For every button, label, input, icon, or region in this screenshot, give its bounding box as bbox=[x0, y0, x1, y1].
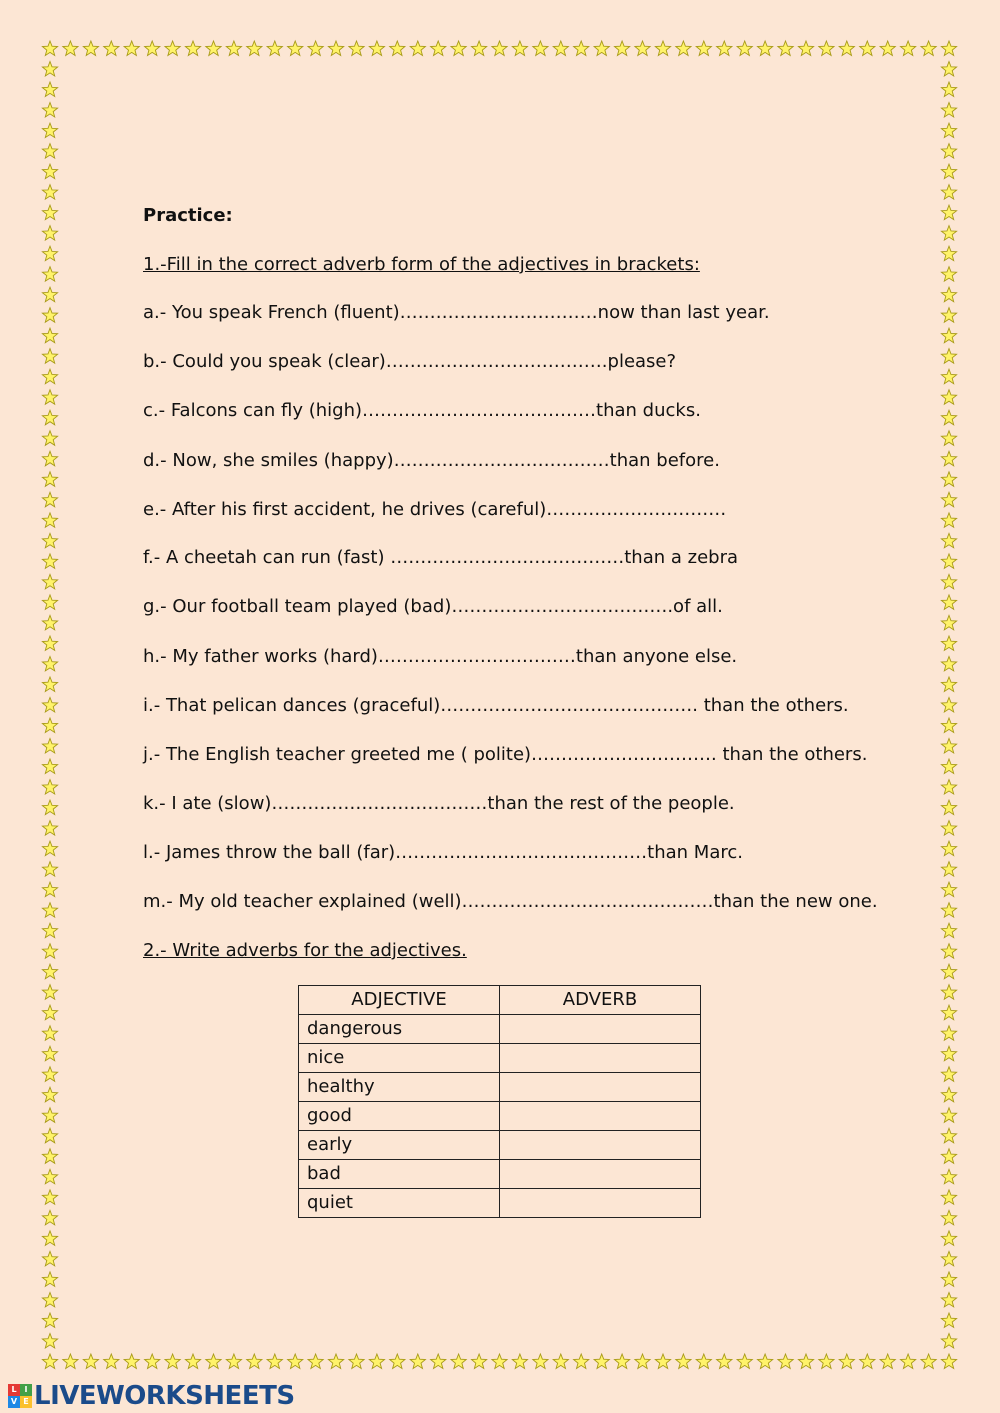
star-icon bbox=[778, 1354, 793, 1369]
star-icon bbox=[941, 1169, 956, 1183]
star-icon bbox=[63, 1354, 78, 1369]
star-icon bbox=[83, 1354, 98, 1369]
star-icon bbox=[860, 1354, 875, 1369]
adverb-answer-cell[interactable] bbox=[500, 1189, 701, 1218]
exercise-item[interactable]: g.- Our football team played (bad)……………………………….of all. bbox=[143, 596, 723, 617]
adverb-answer-cell[interactable] bbox=[500, 1044, 701, 1073]
star-icon bbox=[941, 349, 956, 364]
adjective-cell: early bbox=[299, 1131, 500, 1160]
star-icon bbox=[533, 41, 548, 56]
star-icon bbox=[941, 903, 956, 917]
star-icon bbox=[410, 1354, 425, 1369]
column-header-adverb: ADVERB bbox=[500, 986, 701, 1015]
star-icon bbox=[328, 41, 343, 56]
exercise2-instruction: 2.- Write adverbs for the adjectives. bbox=[143, 940, 467, 961]
star-icon bbox=[185, 1354, 200, 1369]
star-icon bbox=[42, 1293, 57, 1307]
star-icon bbox=[42, 431, 57, 446]
star-icon bbox=[758, 41, 773, 56]
exercise-item[interactable]: d.- Now, she smiles (happy)………………………………than before. bbox=[143, 450, 720, 471]
star-icon bbox=[941, 1190, 956, 1204]
star-icon bbox=[42, 390, 57, 404]
table-row bbox=[299, 1102, 701, 1131]
star-icon bbox=[42, 328, 57, 343]
star-icon bbox=[288, 41, 303, 56]
star-icon bbox=[941, 1149, 956, 1164]
star-icon bbox=[42, 821, 57, 836]
star-icon bbox=[42, 1231, 57, 1246]
star-icon bbox=[880, 1354, 895, 1369]
star-icon bbox=[472, 41, 487, 56]
star-icon bbox=[492, 41, 507, 56]
star-icon bbox=[165, 41, 180, 56]
star-icon bbox=[42, 698, 57, 713]
star-icon bbox=[124, 1354, 139, 1369]
star-icon bbox=[941, 718, 956, 733]
star-icon bbox=[42, 923, 57, 937]
adverb-answer-cell[interactable] bbox=[500, 1015, 701, 1044]
star-icon bbox=[901, 1354, 916, 1369]
star-icon bbox=[42, 410, 57, 425]
star-icon bbox=[42, 472, 57, 487]
star-icon bbox=[42, 41, 57, 56]
star-icon bbox=[941, 739, 956, 754]
star-icon bbox=[860, 41, 875, 56]
adverb-answer-cell[interactable] bbox=[500, 1102, 701, 1131]
brand-name: LIVEWORKSHEETS bbox=[34, 1381, 295, 1411]
exercise-item[interactable]: f.- A cheetah can run (fast) …………………………………than a zebra bbox=[143, 547, 738, 568]
star-icon bbox=[42, 144, 57, 159]
star-icon bbox=[42, 103, 57, 118]
star-icon bbox=[941, 205, 956, 220]
star-icon bbox=[676, 1354, 691, 1369]
star-icon bbox=[492, 1354, 507, 1369]
star-icon bbox=[941, 1251, 956, 1266]
star-icon bbox=[941, 185, 956, 200]
star-icon bbox=[941, 410, 956, 425]
star-icon bbox=[42, 1128, 57, 1143]
star-icon bbox=[42, 123, 57, 137]
star-icon bbox=[42, 862, 57, 877]
adjective-cell: good bbox=[299, 1102, 500, 1131]
star-icon bbox=[717, 1354, 732, 1369]
star-icon bbox=[512, 1354, 527, 1369]
star-icon bbox=[42, 1046, 57, 1060]
star-icon bbox=[901, 41, 916, 56]
star-icon bbox=[941, 554, 956, 569]
star-icon bbox=[42, 1169, 57, 1183]
star-icon bbox=[42, 1272, 57, 1287]
star-icon bbox=[635, 41, 650, 56]
star-icon bbox=[941, 657, 956, 671]
star-icon bbox=[42, 944, 57, 959]
column-header-adjective: ADJECTIVE bbox=[299, 986, 500, 1015]
star-icon bbox=[941, 964, 956, 979]
star-icon bbox=[206, 41, 221, 56]
liveworksheets-icon: L I V E bbox=[8, 1384, 32, 1408]
star-icon bbox=[42, 267, 57, 281]
star-icon bbox=[941, 1005, 956, 1020]
star-icon bbox=[226, 1354, 241, 1369]
star-icon bbox=[42, 903, 57, 917]
star-icon bbox=[533, 1354, 548, 1369]
star-icon bbox=[941, 226, 956, 241]
star-icon bbox=[941, 144, 956, 159]
exercise-item[interactable]: m.- My old teacher explained (well)……………………………………than the new one. bbox=[143, 891, 878, 912]
star-icon bbox=[42, 574, 57, 589]
star-icon bbox=[145, 1354, 160, 1369]
star-icon bbox=[42, 595, 57, 610]
star-icon bbox=[758, 1354, 773, 1369]
adverb-answer-cell[interactable] bbox=[500, 1073, 701, 1102]
star-icon bbox=[941, 780, 956, 794]
star-icon bbox=[288, 1354, 303, 1369]
star-icon bbox=[594, 41, 609, 56]
star-icon bbox=[63, 41, 78, 56]
exercise-item[interactable]: i.- That pelican dances (graceful)……………………………………. than the others. bbox=[143, 695, 849, 716]
star-icon bbox=[42, 1005, 57, 1020]
star-icon bbox=[247, 41, 262, 56]
star-icon bbox=[941, 451, 956, 466]
star-icon bbox=[42, 1210, 57, 1225]
star-icon bbox=[42, 882, 57, 897]
star-icon bbox=[83, 41, 98, 56]
star-icon bbox=[512, 41, 527, 56]
star-icon bbox=[615, 1354, 630, 1369]
table-row bbox=[299, 1015, 701, 1044]
star-icon bbox=[410, 41, 425, 56]
star-icon bbox=[308, 1354, 323, 1369]
star-icon bbox=[42, 1108, 57, 1123]
star-icon bbox=[42, 369, 57, 383]
adverb-answer-cell[interactable] bbox=[500, 1160, 701, 1189]
star-icon bbox=[42, 1026, 57, 1040]
star-icon bbox=[676, 41, 691, 56]
star-icon bbox=[941, 1087, 956, 1102]
star-icon bbox=[941, 1231, 956, 1246]
star-icon bbox=[941, 369, 956, 383]
star-icon bbox=[42, 1149, 57, 1164]
practice-heading: Practice: bbox=[143, 205, 233, 226]
star-icon bbox=[42, 62, 57, 77]
exercise-item[interactable]: h.- My father works (hard)……………………………than anyone else. bbox=[143, 646, 738, 667]
star-icon bbox=[145, 41, 160, 56]
star-icon bbox=[42, 308, 57, 323]
star-icon bbox=[165, 1354, 180, 1369]
star-icon bbox=[921, 1354, 936, 1369]
star-icon bbox=[941, 574, 956, 589]
star-icon bbox=[42, 82, 57, 97]
star-icon bbox=[42, 841, 57, 856]
star-icon bbox=[778, 41, 793, 56]
exercise-item[interactable]: l.- James throw the ball (far)……………………………………than Marc. bbox=[143, 842, 743, 863]
star-icon bbox=[941, 759, 956, 774]
star-icon bbox=[941, 533, 956, 547]
star-icon bbox=[880, 41, 895, 56]
adverb-answer-cell[interactable] bbox=[500, 1131, 701, 1160]
exercise-item[interactable]: a.- You speak French (fluent)……………………………now than last year. bbox=[143, 302, 770, 323]
adjective-cell: dangerous bbox=[299, 1015, 500, 1044]
adjective-cell: nice bbox=[299, 1044, 500, 1073]
star-icon bbox=[553, 41, 568, 56]
star-icon bbox=[369, 1354, 384, 1369]
star-icon bbox=[941, 841, 956, 856]
star-icon bbox=[941, 82, 956, 97]
star-icon bbox=[839, 1354, 854, 1369]
star-icon bbox=[941, 246, 956, 260]
star-icon bbox=[941, 1026, 956, 1040]
star-icon bbox=[42, 185, 57, 200]
star-icon bbox=[124, 41, 139, 56]
star-icon bbox=[798, 1354, 813, 1369]
star-icon bbox=[42, 1334, 57, 1349]
star-icon bbox=[42, 554, 57, 569]
star-icon bbox=[42, 226, 57, 241]
star-icon bbox=[941, 985, 956, 1000]
star-icon bbox=[42, 164, 57, 179]
star-icon bbox=[696, 1354, 711, 1369]
star-icon bbox=[104, 41, 119, 56]
star-icon bbox=[42, 492, 57, 507]
star-icon bbox=[941, 123, 956, 137]
star-icon bbox=[594, 1354, 609, 1369]
star-icon bbox=[717, 41, 732, 56]
star-icon bbox=[941, 431, 956, 446]
star-icon bbox=[615, 41, 630, 56]
star-icon bbox=[42, 985, 57, 1000]
star-icon bbox=[941, 1334, 956, 1349]
star-icon bbox=[42, 1251, 57, 1266]
star-icon bbox=[941, 513, 956, 527]
star-icon bbox=[185, 41, 200, 56]
star-icon bbox=[42, 451, 57, 466]
star-icon bbox=[431, 1354, 446, 1369]
star-icon bbox=[574, 41, 589, 56]
star-icon bbox=[737, 1354, 752, 1369]
star-icon bbox=[42, 1313, 57, 1327]
table-row bbox=[299, 1131, 701, 1160]
star-icon bbox=[42, 657, 57, 671]
exercise-item[interactable]: j.- The English teacher greeted me ( polite)…………………………. than the others. bbox=[143, 744, 868, 765]
adverb-table bbox=[298, 985, 701, 1218]
exercise1-instruction: 1.-Fill in the correct adverb form of the adjectives in brackets: bbox=[143, 254, 700, 275]
star-icon bbox=[941, 164, 956, 179]
star-icon bbox=[104, 1354, 119, 1369]
exercise-item[interactable]: k.- I ate (slow)………………………………than the rest of the people. bbox=[143, 793, 735, 814]
star-icon bbox=[635, 1354, 650, 1369]
star-icon bbox=[941, 1046, 956, 1060]
star-icon bbox=[696, 41, 711, 56]
star-icon bbox=[390, 1354, 405, 1369]
star-icon bbox=[941, 390, 956, 404]
star-icon bbox=[42, 780, 57, 794]
star-icon bbox=[941, 615, 956, 630]
star-icon bbox=[941, 1354, 956, 1369]
star-icon bbox=[42, 1354, 57, 1369]
star-icon bbox=[941, 472, 956, 487]
star-icon bbox=[941, 41, 956, 56]
star-icon bbox=[941, 1128, 956, 1143]
star-icon bbox=[451, 1354, 466, 1369]
star-icon bbox=[941, 595, 956, 610]
star-icon bbox=[655, 41, 670, 56]
star-icon bbox=[42, 533, 57, 547]
table-row bbox=[299, 1044, 701, 1073]
star-icon bbox=[42, 246, 57, 260]
star-icon bbox=[798, 41, 813, 56]
star-icon bbox=[42, 1087, 57, 1102]
star-icon bbox=[941, 636, 956, 650]
star-icon bbox=[42, 1067, 57, 1082]
star-icon bbox=[42, 677, 57, 692]
star-icon bbox=[941, 492, 956, 507]
star-icon bbox=[206, 1354, 221, 1369]
star-icon bbox=[941, 1210, 956, 1225]
star-icon bbox=[42, 287, 57, 302]
star-icon bbox=[941, 882, 956, 897]
star-icon bbox=[941, 677, 956, 692]
star-icon bbox=[42, 1190, 57, 1204]
star-icon bbox=[308, 41, 323, 56]
adjective-cell: bad bbox=[299, 1160, 500, 1189]
table-row bbox=[299, 1073, 701, 1102]
star-icon bbox=[431, 41, 446, 56]
star-icon bbox=[42, 964, 57, 979]
star-icon bbox=[267, 41, 282, 56]
star-icon bbox=[267, 1354, 282, 1369]
star-icon bbox=[349, 1354, 364, 1369]
star-icon bbox=[472, 1354, 487, 1369]
star-icon bbox=[941, 862, 956, 877]
table-row bbox=[299, 1160, 701, 1189]
star-icon bbox=[451, 41, 466, 56]
star-icon bbox=[941, 1067, 956, 1082]
star-icon bbox=[941, 62, 956, 77]
star-icon bbox=[941, 923, 956, 937]
star-icon bbox=[941, 698, 956, 713]
star-icon bbox=[42, 615, 57, 630]
star-icon bbox=[941, 1272, 956, 1287]
star-icon bbox=[819, 41, 834, 56]
star-icon bbox=[655, 1354, 670, 1369]
star-icon bbox=[42, 759, 57, 774]
star-icon bbox=[941, 1108, 956, 1123]
star-icon bbox=[941, 287, 956, 302]
star-icon bbox=[42, 800, 57, 815]
star-icon bbox=[941, 800, 956, 815]
exercise-item[interactable]: c.- Falcons can fly (high)…………………………………than ducks. bbox=[143, 400, 701, 421]
star-icon bbox=[349, 41, 364, 56]
star-icon bbox=[941, 328, 956, 343]
star-icon bbox=[941, 267, 956, 281]
star-icon bbox=[369, 41, 384, 56]
star-icon bbox=[553, 1354, 568, 1369]
star-icon bbox=[839, 41, 854, 56]
star-icon bbox=[42, 718, 57, 733]
star-icon bbox=[390, 41, 405, 56]
star-icon bbox=[941, 821, 956, 836]
liveworksheets-logo[interactable] bbox=[8, 1381, 295, 1411]
table-row bbox=[299, 1189, 701, 1218]
star-icon bbox=[941, 1293, 956, 1307]
star-icon bbox=[574, 1354, 589, 1369]
star-icon bbox=[941, 1313, 956, 1327]
adjective-cell: quiet bbox=[299, 1189, 500, 1218]
exercise-item[interactable]: e.- After his first accident, he drives (careful)………………………… bbox=[143, 499, 727, 520]
star-icon bbox=[328, 1354, 343, 1369]
star-icon bbox=[247, 1354, 262, 1369]
star-icon bbox=[42, 205, 57, 220]
star-icon bbox=[737, 41, 752, 56]
star-icon bbox=[819, 1354, 834, 1369]
star-icon bbox=[42, 349, 57, 364]
star-icon bbox=[941, 944, 956, 959]
star-icon bbox=[42, 739, 57, 754]
star-icon bbox=[42, 636, 57, 650]
star-icon bbox=[42, 513, 57, 527]
star-icon bbox=[941, 308, 956, 323]
exercise-item[interactable]: b.- Could you speak (clear)……………………………….please? bbox=[143, 351, 677, 372]
star-icon bbox=[941, 103, 956, 118]
star-icon bbox=[226, 41, 241, 56]
star-icon bbox=[921, 41, 936, 56]
adjective-cell: healthy bbox=[299, 1073, 500, 1102]
